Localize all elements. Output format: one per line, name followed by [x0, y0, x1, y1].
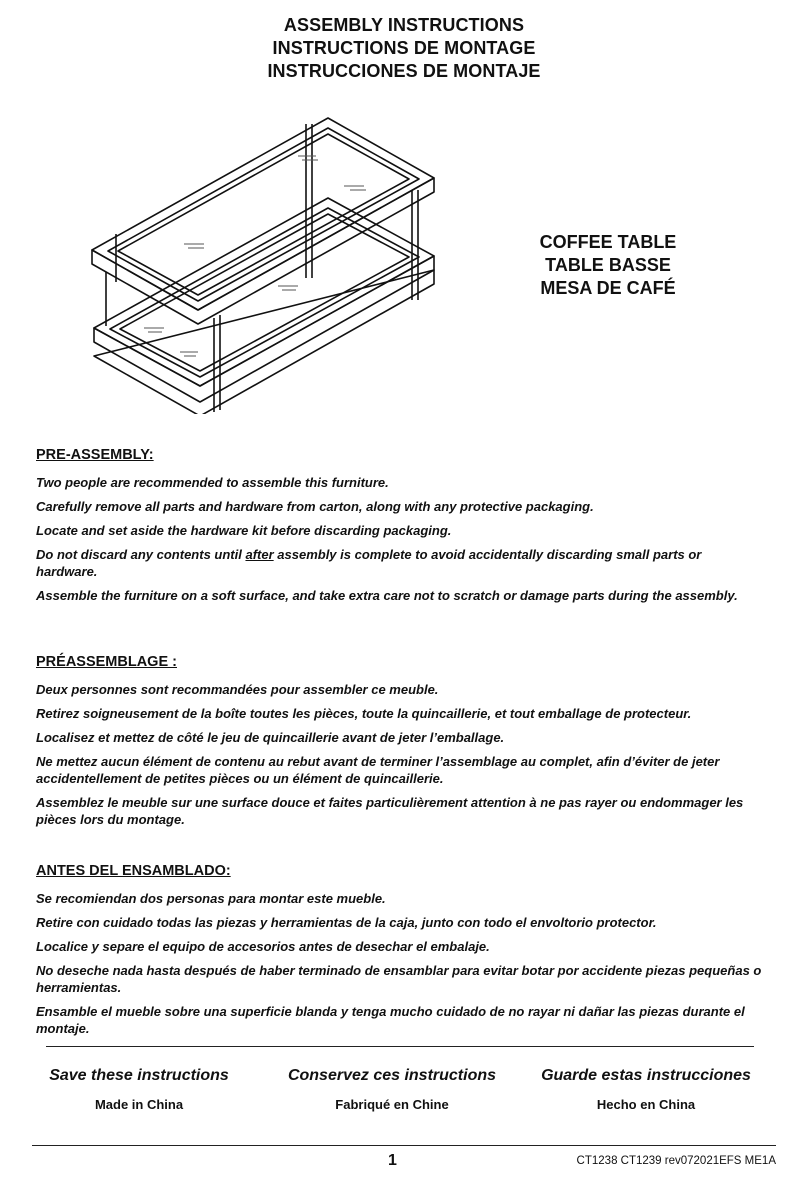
product-name [508, 231, 708, 300]
list-item: Localisez et mettez de côté le jeu de quincaillerie avant de jeter l’emballage. [36, 730, 505, 745]
section-antes-del-ensamblado [36, 862, 766, 1044]
section-heading: PRÉASSEMBLAGE : [36, 654, 177, 670]
list-item [36, 546, 766, 580]
list-item: Retire con cuidado todas las piezas y herramientas de la caja, junto con todo el envoltorio protector. [36, 915, 657, 930]
list-item: Retirez soigneusement de la boîte toutes les pièces, toute la quincaillerie, et tout emballage de protecteur. [36, 706, 692, 721]
title-french: INSTRUCTIONS DE MONTAGE [272, 38, 536, 58]
origin-text: Hecho en China [596, 1097, 696, 1112]
page-number: 1 [388, 1152, 397, 1169]
list-item: Localice y separe el equipo de accesorios antes de desechar el embalaje. [36, 939, 490, 954]
product-name-spanish: MESA DE CAFÉ [540, 278, 676, 298]
list-item: Carefully remove all parts and hardware from carton, along with any protective packaging. [36, 499, 594, 514]
list-item: Ne mettez aucun élément de contenu au rebut avant de terminer l’assemblage au complet, afin d’éviter de jeter accidentellement de petites pièces ou un élément de quincaillerie. [36, 754, 720, 786]
list-item: No deseche nada hasta después de haber terminado de ensamblar para evitar botar por accidente piezas pequeñas o herramientas. [36, 963, 762, 995]
section-heading: ANTES DEL ENSAMBLADO: [36, 863, 231, 879]
save-instructions-text: Save these instructions [49, 1067, 229, 1084]
emphasis-after: after [245, 547, 274, 562]
list-item: Two people are recommended to assemble this furniture. [36, 475, 389, 490]
product-name-french: TABLE BASSE [545, 255, 671, 275]
product-name-english: COFFEE TABLE [539, 232, 677, 252]
origin-text: Fabriqué en Chine [335, 1097, 449, 1112]
title-spanish: INSTRUCCIONES DE MONTAJE [267, 61, 541, 81]
footer-column-spanish [521, 1066, 771, 1113]
footer-column-english [14, 1066, 264, 1113]
origin-text: Made in China [94, 1097, 184, 1112]
section-pre-assembly [36, 446, 766, 611]
list-item: Assemble the furniture on a soft surface, and take extra care not to scratch or damage parts during the assembly. [36, 588, 738, 603]
save-instructions-text: Conservez ces instructions [287, 1067, 497, 1084]
list-item-text: Do not discard any contents until [36, 547, 246, 562]
coffee-table-illustration [88, 114, 448, 414]
bottom-divider [32, 1145, 776, 1146]
list-item: Deux personnes sont recommandées pour assembler ce meuble. [36, 682, 439, 697]
save-instructions-text: Guarde estas instrucciones [541, 1067, 751, 1084]
footer-divider [46, 1046, 754, 1047]
section-preassemblage [36, 653, 766, 835]
document-title [0, 14, 808, 83]
list-item: Ensamble el mueble sobre una superficie blanda y tenga mucho cuidado de no rayar ni dañar las piezas durante el montaje. [36, 1004, 745, 1036]
list-item-text: assembly is complete to avoid accidentally discarding small parts or hardware. [36, 547, 702, 579]
list-item: Se recomiendan dos personas para montar este mueble. [36, 891, 386, 906]
list-item: Locate and set aside the hardware kit before discarding packaging. [36, 523, 452, 538]
footer-column-french [267, 1066, 517, 1113]
title-english: ASSEMBLY INSTRUCTIONS [283, 15, 525, 35]
section-heading: PRE-ASSEMBLY: [36, 447, 154, 463]
list-item: Assemblez le meuble sur une surface douce et faites particulièrement attention à ne pas rayer ou endommager les pièces lors du montage. [36, 795, 744, 827]
product-codes: CT1238 CT1239 rev072021EFS ME1A [576, 1155, 776, 1167]
